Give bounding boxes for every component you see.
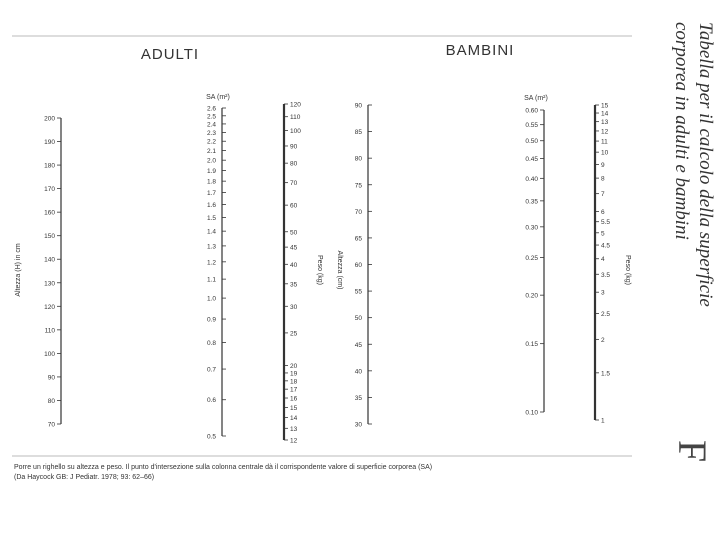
tick-label-p0-s1-6: 2.0 (206, 157, 216, 165)
tick-label-p0-s2-6: 60 (290, 202, 298, 210)
tick-label-p1-s2-17: 2 (601, 336, 605, 344)
tick-label-p0-s0-12: 80 (47, 397, 55, 405)
tick-label-p0-s1-8: 1.8 (206, 178, 216, 186)
side-title-line1: Tabella per il calcolo della superficie (695, 22, 716, 307)
tick-label-p0-s2-14: 19 (290, 370, 298, 378)
tick-label-p1-s2-14: 3.5 (601, 271, 611, 279)
tick-label-p0-s2-5: 70 (290, 180, 298, 188)
tick-label-p0-s1-9: 1.7 (206, 190, 216, 198)
tick-label-p0-s0-10: 100 (44, 350, 55, 358)
tick-label-p0-s2-15: 18 (290, 378, 298, 386)
tick-label-p1-s2-18: 1.5 (601, 370, 611, 378)
tick-label-p1-s2-19: 1 (601, 417, 605, 425)
scale-name-p1-s1: SA (m²) (524, 95, 548, 102)
side-title (668, 22, 718, 482)
tick-label-p0-s1-21: 0.5 (206, 433, 216, 441)
tick-label-p1-s0-7: 55 (354, 288, 362, 296)
tick-label-p0-s2-17: 16 (290, 395, 298, 403)
tick-label-p1-s2-9: 6 (601, 209, 605, 217)
tick-label-p1-s0-11: 35 (354, 394, 362, 402)
tick-label-p0-s1-17: 0.9 (206, 316, 216, 324)
tick-label-p1-s0-4: 70 (354, 208, 362, 216)
tick-label-p0-s1-2: 2.4 (206, 121, 216, 129)
tick-label-p0-s2-3: 90 (290, 143, 298, 151)
tick-label-p0-s0-4: 160 (44, 209, 55, 217)
tick-label-p0-s0-9: 110 (44, 327, 55, 335)
tick-label-p0-s1-10: 1.6 (206, 202, 216, 210)
scale-name-p1-s2: Peso (kg) (624, 255, 631, 285)
tick-label-p0-s2-8: 45 (290, 244, 298, 252)
tick-label-p1-s1-3: 0.45 (525, 155, 538, 163)
tick-label-p1-s2-0: 15 (601, 102, 609, 110)
tick-label-p0-s0-3: 170 (44, 186, 55, 194)
tick-label-p0-s2-18: 15 (290, 404, 298, 412)
tick-label-p1-s2-5: 10 (601, 149, 609, 157)
tick-label-p0-s1-20: 0.6 (206, 397, 216, 405)
tick-label-p0-s2-12: 25 (290, 330, 298, 338)
tick-label-p1-s1-6: 0.30 (525, 224, 538, 232)
tick-label-p0-s0-11: 90 (47, 374, 55, 382)
tick-label-p1-s1-1: 0.55 (525, 122, 538, 130)
tick-label-p1-s1-0: 0.60 (525, 107, 538, 115)
tick-label-p0-s2-16: 17 (290, 386, 298, 394)
tick-label-p1-s0-3: 75 (354, 182, 362, 190)
tick-label-p0-s1-5: 2.1 (206, 147, 216, 155)
tick-label-p0-s1-11: 1.5 (206, 214, 216, 222)
tick-label-p1-s0-0: 90 (354, 102, 362, 110)
tick-label-p0-s1-19: 0.7 (206, 366, 216, 374)
tick-label-p1-s2-16: 2.5 (601, 310, 611, 318)
tick-label-p0-s2-19: 14 (290, 415, 298, 423)
tick-label-p1-s1-4: 0.40 (525, 175, 538, 183)
side-title-line2: corporea in adulti e bambini (671, 22, 692, 240)
tick-label-p1-s2-10: 5.5 (601, 219, 611, 227)
tick-label-p0-s1-7: 1.9 (206, 167, 216, 175)
scale-name-p0-s2: Peso (kg) (316, 255, 323, 285)
tick-label-p1-s1-9: 0.15 (525, 341, 538, 349)
page-letter: F (670, 440, 715, 463)
caption-line2: (Da Haycock GB: J Pediatr. 1978; 93: 62–66) (14, 474, 155, 481)
tick-label-p0-s0-6: 140 (44, 256, 55, 264)
tick-label-p0-s2-11: 30 (290, 303, 298, 311)
tick-label-p1-s0-1: 85 (354, 129, 362, 137)
tick-label-p0-s1-18: 0.8 (206, 339, 216, 347)
tick-label-p0-s2-4: 80 (290, 160, 298, 168)
tick-label-p1-s2-8: 7 (601, 191, 605, 199)
tick-label-p1-s1-10: 0.10 (525, 409, 538, 417)
tick-label-p0-s1-15: 1.1 (206, 276, 216, 284)
tick-label-p1-s1-8: 0.20 (525, 292, 538, 300)
tick-label-p0-s0-7: 130 (44, 280, 55, 288)
tick-label-p1-s1-5: 0.35 (525, 198, 538, 206)
tick-label-p1-s1-2: 0.50 (525, 138, 538, 146)
tick-label-p0-s1-14: 1.2 (206, 259, 216, 267)
tick-label-p1-s2-4: 11 (601, 138, 608, 146)
tick-label-p1-s2-13: 4 (601, 256, 605, 264)
tick-label-p0-s0-13: 70 (47, 421, 55, 429)
panel-title-adults: ADULTI (140, 46, 200, 63)
scale-name-p0-s1: SA (m²) (206, 94, 230, 101)
tick-label-p0-s1-3: 2.3 (206, 129, 216, 137)
tick-label-p1-s0-12: 30 (354, 421, 362, 429)
tick-label-p1-s2-3: 12 (601, 128, 609, 136)
tick-label-p1-s2-15: 3 (601, 289, 605, 297)
tick-label-p1-s0-8: 50 (354, 315, 362, 323)
caption-line1: Porre un righello su altezza e peso. Il punto d'intersezione sulla colonna centrale dà il corrispondente valore di superficie corporea (SA) (14, 464, 433, 471)
tick-label-p0-s1-12: 1.4 (206, 228, 216, 236)
tick-label-p0-s1-4: 2.2 (206, 138, 216, 146)
tick-label-p0-s2-1: 110 (290, 114, 301, 122)
tick-label-p1-s0-10: 40 (354, 368, 362, 376)
tick-label-p1-s0-5: 65 (354, 235, 362, 243)
tick-label-p1-s2-6: 9 (601, 161, 605, 169)
tick-label-p1-s0-9: 45 (354, 341, 362, 349)
tick-label-p1-s1-7: 0.25 (525, 255, 538, 263)
tick-label-p0-s2-21: 12 (290, 437, 298, 445)
tick-label-p0-s2-7: 50 (290, 229, 298, 237)
tick-label-p0-s2-13: 20 (290, 362, 298, 370)
tick-label-p1-s2-7: 8 (601, 175, 605, 183)
tick-label-p0-s0-0: 200 (44, 115, 55, 123)
nomogram-scales (15, 94, 631, 445)
tick-label-p0-s0-1: 190 (44, 139, 55, 147)
tick-label-p0-s0-8: 120 (44, 303, 55, 311)
tick-label-p0-s1-1: 2.5 (206, 113, 216, 121)
tick-label-p0-s1-0: 2.6 (206, 105, 216, 113)
tick-label-p0-s2-10: 35 (290, 281, 298, 289)
scale-name-p0-s0: Altezza (H) in cm (15, 243, 22, 297)
tick-label-p0-s0-2: 180 (44, 162, 55, 170)
tick-label-p1-s0-2: 80 (354, 155, 362, 163)
tick-label-p0-s1-13: 1.3 (206, 243, 216, 251)
tick-label-p0-s2-20: 13 (290, 425, 298, 433)
tick-label-p1-s2-11: 5 (601, 230, 605, 238)
panel-title-children: BAMBINI (445, 42, 515, 59)
scale-name-p1-s0: Altezza (cm) (336, 250, 343, 290)
tick-label-p1-s2-2: 13 (601, 119, 609, 127)
tick-label-p0-s2-2: 100 (290, 128, 301, 136)
tick-label-p1-s0-6: 60 (354, 262, 362, 269)
tick-label-p1-s2-1: 14 (601, 110, 609, 118)
caption (14, 463, 634, 483)
tick-label-p0-s2-9: 40 (290, 261, 298, 269)
tick-label-p0-s0-5: 150 (44, 233, 55, 241)
tick-label-p0-s2-0: 120 (290, 101, 301, 109)
tick-label-p1-s2-12: 4.5 (601, 242, 611, 250)
tick-label-p0-s1-16: 1.0 (206, 295, 216, 303)
